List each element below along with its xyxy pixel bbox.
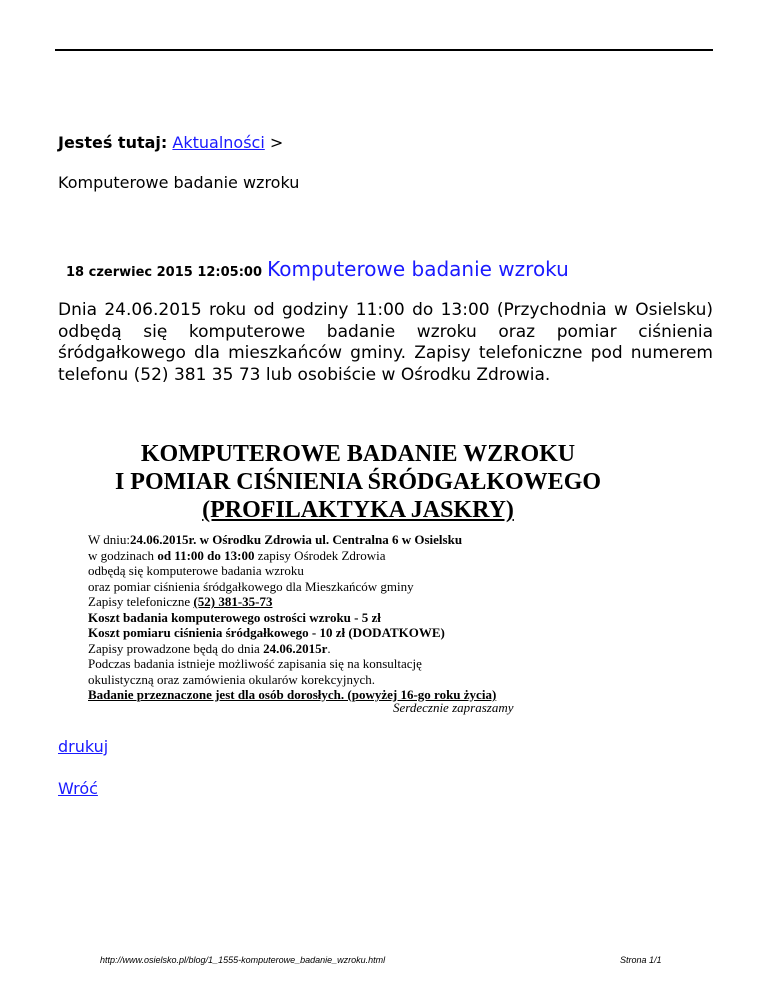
footer-page-number: Strona 1/1 <box>620 955 662 965</box>
breadcrumb-separator: > <box>269 133 284 152</box>
article-body: Dnia 24.06.2015 roku od godziny 11:00 do 13:00 (Przychodnia w Osielsku) odbędą się komputerowe badanie wzroku oraz pomiar ciśnienia śródgałkowego dla mieszkańców gminy. Zapisy telefoniczne pod numerem telefonu (52) 381 35 73 lub osobiście w Ośrodku Zdrowia. <box>58 300 713 385</box>
poster-image <box>58 440 658 703</box>
article-header <box>66 257 569 281</box>
poster-line: W dniu:24.06.2015r. w Ośrodku Zdrowia ul. Centralna 6 w Osielsku <box>88 532 463 547</box>
poster-heading: KOMPUTEROWE BADANIE WZROKU <box>140 441 576 467</box>
back-button[interactable]: Wróć <box>58 779 98 798</box>
page-title: Komputerowe badanie wzroku <box>58 173 300 192</box>
poster-heading: I POMIAR CIŚNIENIA ŚRÓDGAŁKOWEGO <box>114 469 602 495</box>
breadcrumb-label: Jesteś tutaj: <box>58 133 168 152</box>
poster-body <box>88 532 658 703</box>
poster-line: Zapisy telefoniczne (52) 381-35-73 <box>88 594 273 609</box>
poster-line: Koszt pomiaru ciśnienia śródgałkowego - 10 zł (DODATKOWE) <box>88 625 445 640</box>
article-title-link[interactable]: Komputerowe badanie wzroku <box>267 257 569 281</box>
poster-line: Zapisy prowadzone będą do dnia 24.06.2015r. <box>88 640 331 656</box>
poster-heading: (PROFILAKTYKA JASKRY) <box>202 497 514 523</box>
poster-line: odbędą się komputerowe badania wzroku <box>88 563 304 578</box>
article-date: 18 czerwiec 2015 12:05:00 <box>66 265 263 280</box>
poster-signature: Serdecznie zapraszamy <box>393 700 514 715</box>
footer-url: http://www.osielsko.pl/blog/1_1555-komputerowe_badanie_wzroku.html <box>100 955 386 965</box>
print-button[interactable]: drukuj <box>58 737 109 756</box>
poster-line: Koszt badania komputerowego ostrości wzroku - 5 zł <box>88 609 381 625</box>
poster-line: oraz pomiar ciśnienia śródgałkowego dla Mieszkańców gminy <box>88 578 414 594</box>
back-link <box>58 779 98 798</box>
poster-line: Podczas badania istnieje możliwość zapisania się na konsultację <box>88 656 422 671</box>
breadcrumb-link-news[interactable]: Aktualności <box>172 133 265 152</box>
top-divider <box>55 49 713 51</box>
poster-line: w godzinach od 11:00 do 13:00 zapisy Ośrodek Zdrowia <box>88 547 386 563</box>
print-link <box>58 737 108 756</box>
poster-line: Badanie przeznaczone jest dla osób dorosłych. (powyżej 16-go roku życia) <box>88 687 497 702</box>
poster-line: okulistyczną oraz zamówienia okularów korekcyjnych. <box>88 671 375 687</box>
breadcrumb <box>58 133 283 152</box>
